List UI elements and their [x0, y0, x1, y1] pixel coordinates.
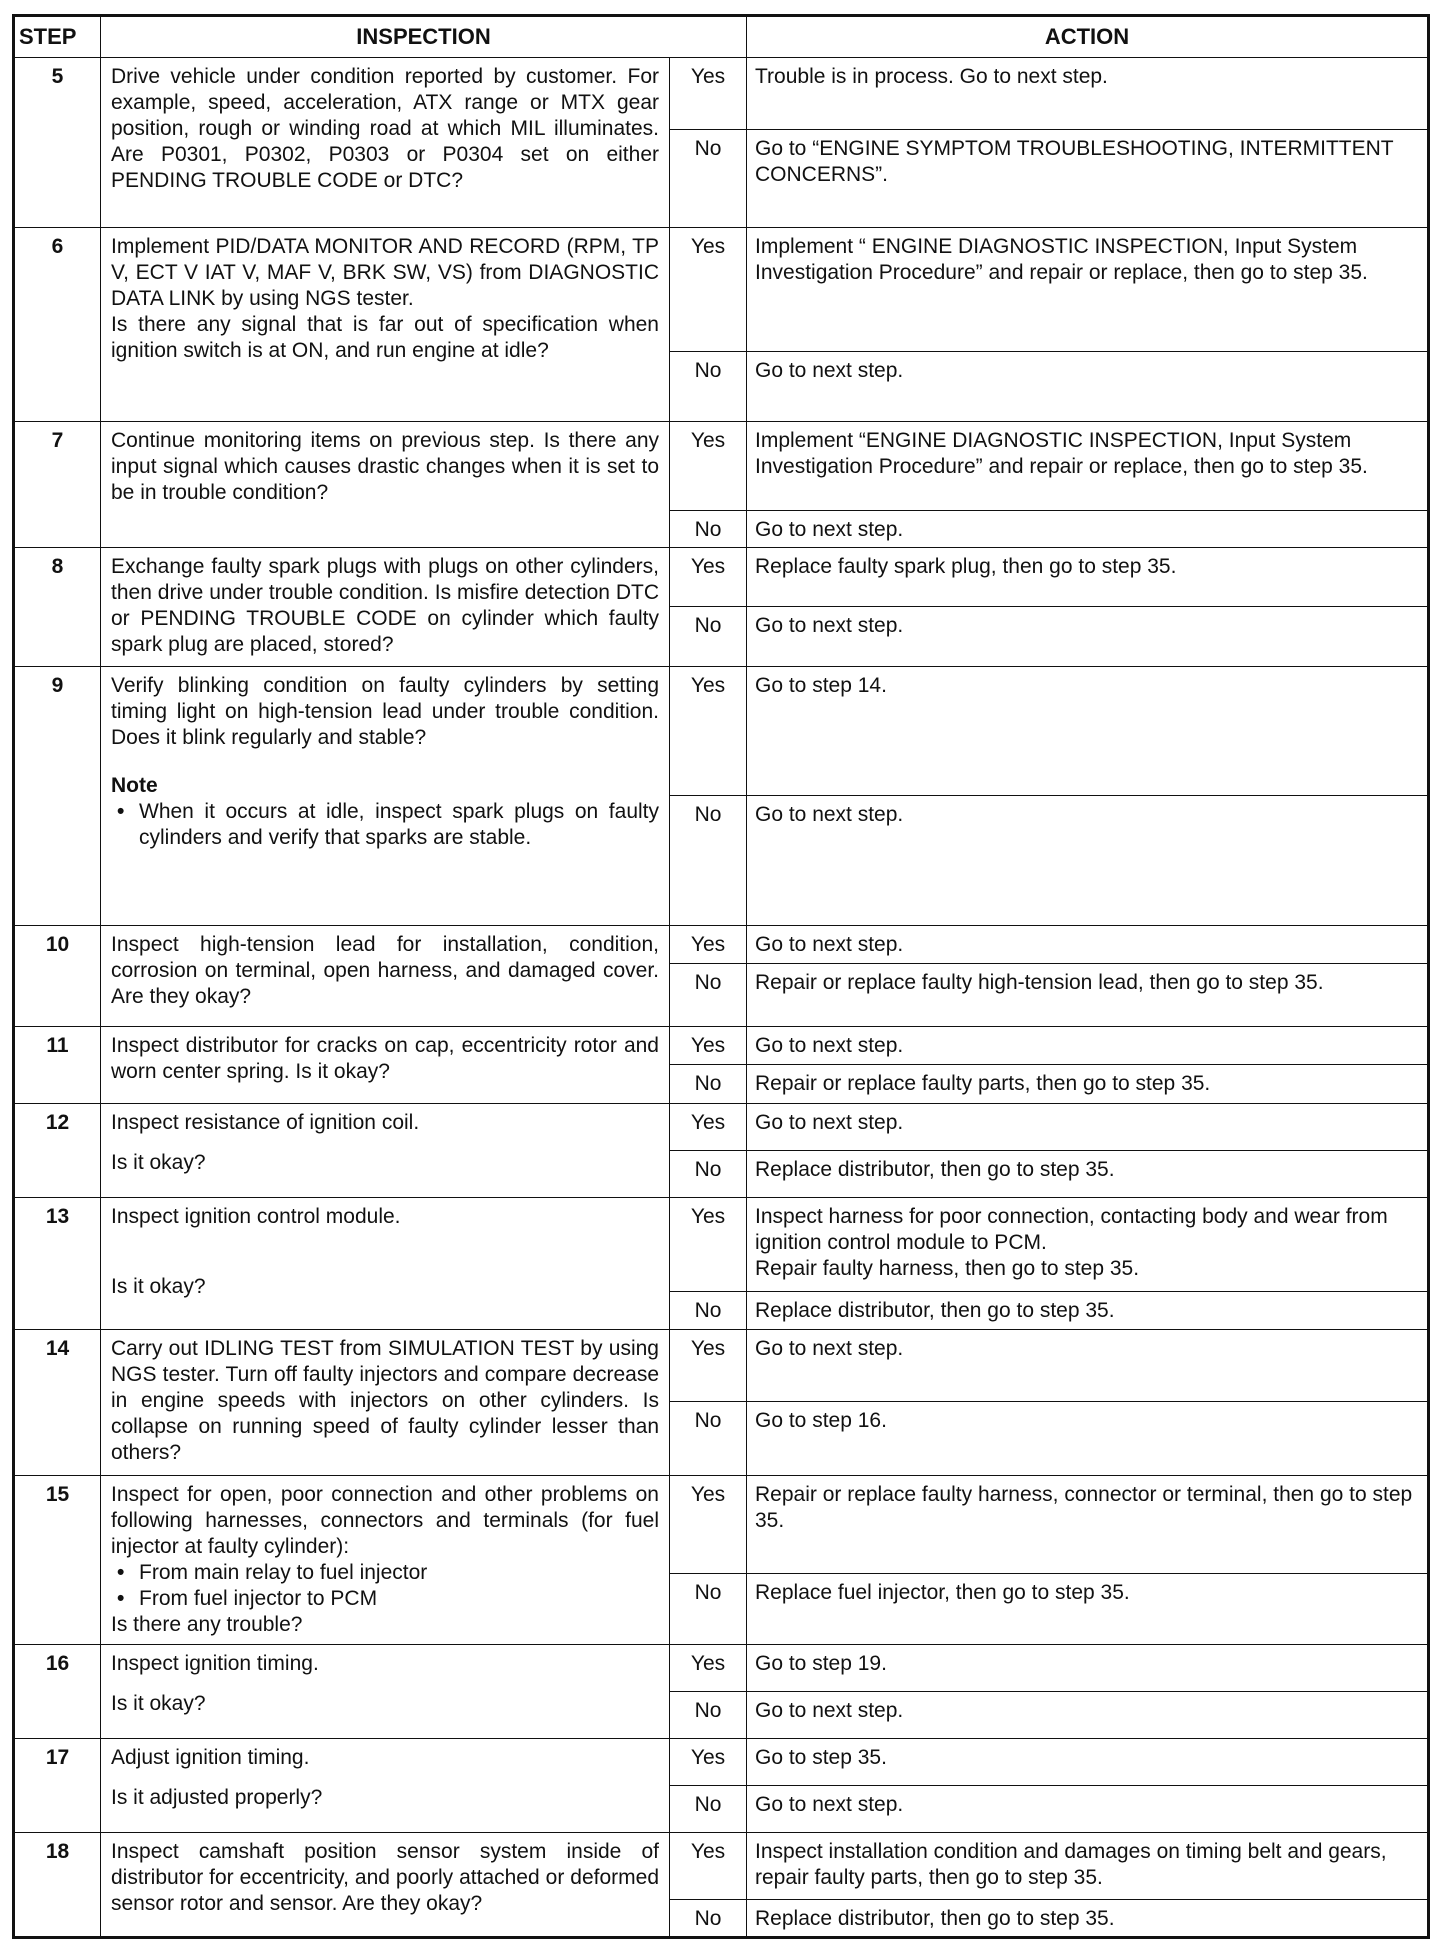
table-row [14, 926, 1429, 964]
inspection-cell [101, 58, 670, 228]
no-label: No [670, 1151, 747, 1198]
inspection-question: Is it okay? [111, 1275, 206, 1298]
table-row [14, 1027, 1429, 1065]
yes-label: Yes [670, 667, 747, 796]
no-action: Go to next step. [747, 1786, 1429, 1833]
no-label: No [670, 511, 747, 548]
note-item: • When it occurs at idle, inspect spark plugs on faulty cylinders and verify that sparks are stable. [139, 799, 659, 851]
inspection-cell [101, 1645, 670, 1739]
inspection-text: Adjust ignition timing. [111, 1746, 310, 1769]
table-row [14, 1833, 1429, 1900]
header-row [14, 16, 1429, 58]
yes-label: Yes [670, 58, 747, 130]
no-action: Replace distributor, then go to step 35. [747, 1292, 1429, 1330]
yes-action: Implement “ENGINE DIAGNOSTIC INSPECTION, Input System Investigation Procedure” and repair or replace, then go to step 35. [747, 422, 1429, 511]
yes-action: Go to next step. [747, 1027, 1429, 1065]
inspection-text: Inspect for open, poor connection and other problems on following harnesses, connectors and terminals (for fuel injector at faulty cylinder): [111, 1483, 659, 1558]
no-label: No [670, 1292, 747, 1330]
inspection-cell [101, 1739, 670, 1833]
inspection-text: Inspect high-tension lead for installation, condition, corrosion on terminal, open harness, and damaged cover. Are they okay? [111, 933, 659, 1008]
inspection-question: Is it okay? [111, 1151, 206, 1174]
no-action: Replace fuel injector, then go to step 35. [747, 1574, 1429, 1645]
yes-action: Implement “ ENGINE DIAGNOSTIC INSPECTION, Input System Investigation Procedure” and repair or replace, then go to step 35. [747, 228, 1429, 352]
no-action: Go to next step. [747, 511, 1429, 548]
step-number: 11 [14, 1027, 101, 1104]
step-number: 7 [14, 422, 101, 548]
yes-label: Yes [670, 926, 747, 964]
no-label: No [670, 352, 747, 422]
inspection-cell [101, 1198, 670, 1330]
no-label: No [670, 1786, 747, 1833]
no-label: No [670, 1574, 747, 1645]
no-label: No [670, 607, 747, 667]
no-action: Go to next step. [747, 607, 1429, 667]
table-row [14, 1330, 1429, 1402]
yes-action: Go to step 19. [747, 1645, 1429, 1692]
troubleshooting-table [12, 14, 1430, 1939]
table-row [14, 1645, 1429, 1692]
note-title: Note [111, 774, 158, 797]
no-action: Go to “ENGINE SYMPTOM TROUBLESHOOTING, INTERMITTENT CONCERNS”. [747, 130, 1429, 228]
inspection-question: Is there any signal that is far out of specification when ignition switch is at ON, and run engine at idle? [111, 313, 659, 362]
table-row [14, 228, 1429, 352]
yes-label: Yes [670, 1198, 747, 1292]
no-action: Go to step 16. [747, 1402, 1429, 1476]
step-number: 14 [14, 1330, 101, 1476]
no-label: No [670, 1692, 747, 1739]
inspection-cell [101, 1330, 670, 1476]
step-number: 8 [14, 548, 101, 667]
step-number: 12 [14, 1104, 101, 1198]
note-list [111, 799, 659, 851]
yes-action: Go to next step. [747, 1330, 1429, 1402]
inspection-question: Is it adjusted properly? [111, 1786, 323, 1809]
inspection-column-header: INSPECTION [101, 16, 747, 58]
inspection-cell [101, 422, 670, 548]
yes-label: Yes [670, 1330, 747, 1402]
troubleshooting-sheet [12, 14, 1427, 1934]
no-action: Go to next step. [747, 352, 1429, 422]
list-item: • From fuel injector to PCM [139, 1586, 659, 1612]
inspection-text: Inspect ignition timing. [111, 1652, 319, 1675]
no-label: No [670, 796, 747, 926]
no-action: Repair or replace faulty parts, then go to step 35. [747, 1065, 1429, 1104]
yes-action: Repair or replace faulty harness, connector or terminal, then go to step 35. [747, 1476, 1429, 1574]
inspection-cell [101, 926, 670, 1027]
inspection-text: Inspect distributor for cracks on cap, eccentricity rotor and worn center spring. Is it okay? [111, 1034, 659, 1083]
inspection-cell [101, 1476, 670, 1645]
inspection-question: Is there any trouble? [111, 1613, 303, 1636]
inspection-text: Verify blinking condition on faulty cylinders by setting timing light on high-tension lead under trouble condition. Does it blink regularly and stable? [111, 674, 659, 749]
step-number: 10 [14, 926, 101, 1027]
no-action: Go to next step. [747, 1692, 1429, 1739]
yes-action-cell [747, 1198, 1429, 1292]
inspection-text: Inspect ignition control module. [111, 1205, 401, 1228]
inspection-cell [101, 228, 670, 422]
no-label: No [670, 1065, 747, 1104]
step-number: 9 [14, 667, 101, 926]
inspection-question: Is it okay? [111, 1692, 206, 1715]
yes-label: Yes [670, 1104, 747, 1151]
yes-action-followup: Repair faulty harness, then go to step 35. [755, 1257, 1140, 1280]
step-number: 6 [14, 228, 101, 422]
step-number: 13 [14, 1198, 101, 1330]
inspection-text: Carry out IDLING TEST from SIMULATION TEST by using NGS tester. Turn off faulty injectors and compare decrease in engine speeds with injectors on other cylinders. Is collapse on running speed of faulty cylinder lesser than others? [111, 1337, 659, 1464]
action-column-header: ACTION [747, 16, 1429, 58]
no-action: Replace distributor, then go to step 35. [747, 1151, 1429, 1198]
inspection-text: Drive vehicle under condition reported by customer. For example, speed, acceleration, ATX range or MTX gear position, rough or winding road at which MIL illuminates. Are P0301, P0302, P0303 or P0304 set on either PENDING TROUBLE CODE or DTC? [111, 65, 659, 192]
inspection-text: Exchange faulty spark plugs with plugs on other cylinders, then drive under trouble condition. Is misfire detection DTC or PENDING TROUBLE CODE on cylinder which faulty spark plug are placed, stored? [111, 555, 659, 656]
yes-label: Yes [670, 1739, 747, 1786]
table-row [14, 1198, 1429, 1292]
yes-label: Yes [670, 1476, 747, 1574]
yes-label: Yes [670, 548, 747, 607]
step-number: 17 [14, 1739, 101, 1833]
no-label: No [670, 964, 747, 1027]
table-row [14, 422, 1429, 511]
no-label: No [670, 1900, 747, 1938]
table-row [14, 1104, 1429, 1151]
table-row [14, 1739, 1429, 1786]
no-label: No [670, 1402, 747, 1476]
no-action: Repair or replace faulty high-tension lead, then go to step 35. [747, 964, 1429, 1027]
yes-label: Yes [670, 1833, 747, 1900]
yes-action: Trouble is in process. Go to next step. [747, 58, 1429, 130]
step-number: 15 [14, 1476, 101, 1645]
inspection-cell [101, 548, 670, 667]
inspection-cell [101, 667, 670, 926]
yes-action: Go to next step. [747, 1104, 1429, 1151]
inspection-cell [101, 1027, 670, 1104]
inspection-text: Continue monitoring items on previous step. Is there any input signal which causes drastic changes when it is set to be in trouble condition? [111, 429, 659, 504]
harness-list [111, 1560, 659, 1612]
no-action: Replace distributor, then go to step 35. [747, 1900, 1429, 1938]
no-label: No [670, 130, 747, 228]
step-number: 5 [14, 58, 101, 228]
table-row [14, 667, 1429, 796]
inspection-text: Inspect resistance of ignition coil. [111, 1111, 420, 1134]
list-item: • From main relay to fuel injector [139, 1560, 659, 1586]
yes-action: Inspect harness for poor connection, contacting body and wear from ignition control module to PCM. [755, 1205, 1388, 1254]
yes-label: Yes [670, 1027, 747, 1065]
table-row [14, 1476, 1429, 1574]
yes-action: Go to next step. [747, 926, 1429, 964]
inspection-text: Implement PID/DATA MONITOR AND RECORD (RPM, TP V, ECT V IAT V, MAF V, BRK SW, VS) from DIAGNOSTIC DATA LINK by using NGS tester. [111, 235, 659, 310]
inspection-cell [101, 1833, 670, 1938]
yes-action: Inspect installation condition and damages on timing belt and gears, repair faulty parts, then go to step 35. [747, 1833, 1429, 1900]
inspection-text: Inspect camshaft position sensor system inside of distributor for eccentricity, and poorly attached or deformed sensor rotor and sensor. Are they okay? [111, 1840, 659, 1915]
step-number: 18 [14, 1833, 101, 1938]
step-number: 16 [14, 1645, 101, 1739]
table-row [14, 548, 1429, 607]
yes-label: Yes [670, 1645, 747, 1692]
yes-label: Yes [670, 422, 747, 511]
yes-label: Yes [670, 228, 747, 352]
inspection-cell [101, 1104, 670, 1198]
yes-action: Go to step 35. [747, 1739, 1429, 1786]
step-column-header: STEP [14, 16, 101, 58]
yes-action: Go to step 14. [747, 667, 1429, 796]
table-row [14, 58, 1429, 130]
no-action: Go to next step. [747, 796, 1429, 926]
yes-action: Replace faulty spark plug, then go to step 35. [747, 548, 1429, 607]
